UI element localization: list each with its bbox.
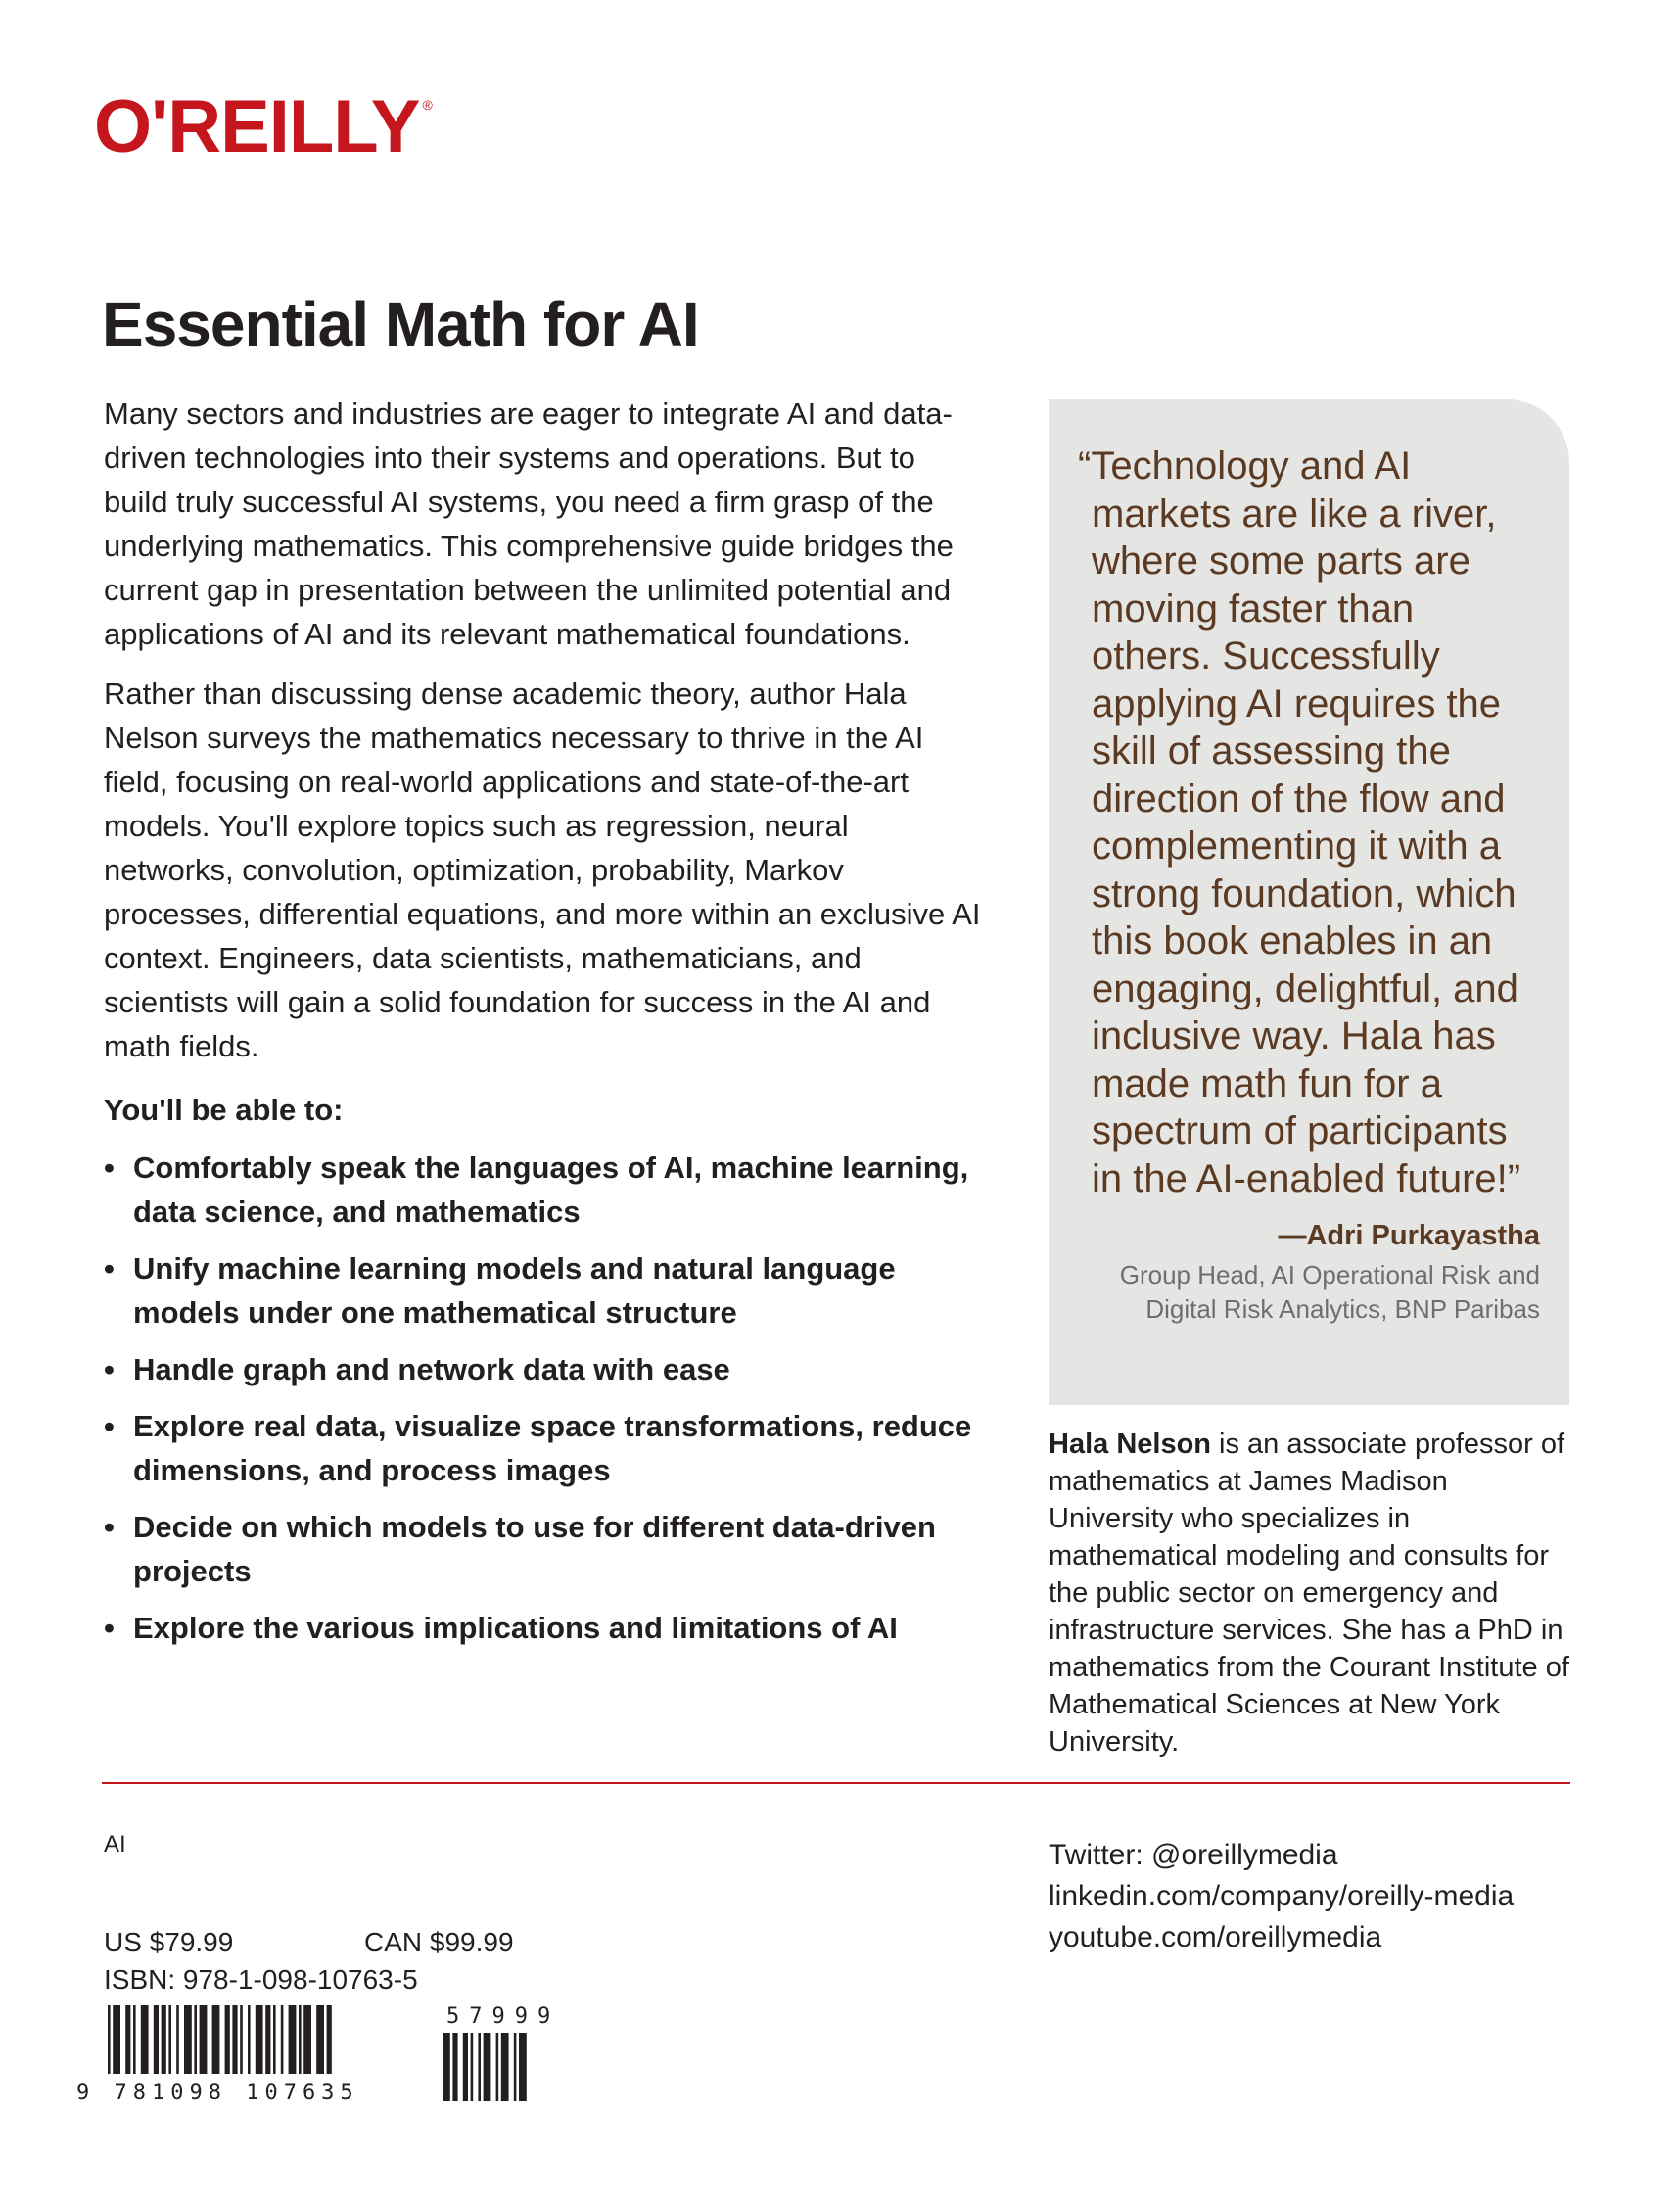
oreilly-logo [94, 85, 432, 168]
barcode-bar [281, 2005, 284, 2074]
skill-bullet: • Unify machine learning models and natural language models under one mathematical structure [104, 1246, 985, 1335]
barcode-bar [240, 2005, 243, 2074]
barcode-bar [232, 2005, 237, 2074]
barcode-bar [168, 2005, 171, 2074]
category-label: AI [104, 1831, 126, 1857]
barcode-bar [327, 2005, 332, 2074]
barcode-bar [113, 2005, 120, 2074]
barcode-addon-bars [443, 2033, 527, 2101]
barcode-bar [299, 2005, 302, 2074]
price-us: US $79.99 [104, 1927, 234, 1957]
skill-bullet: • Decide on which models to use for different data-driven projects [104, 1505, 985, 1593]
barcode-bar [519, 2033, 527, 2101]
barcode-bar [256, 2005, 263, 2074]
barcode-bar [501, 2033, 509, 2101]
quote-role-line-2: Digital Risk Analytics, BNP Paribas [1145, 1294, 1540, 1324]
book-title: Essential Math for AI [102, 289, 699, 359]
barcode-bar [273, 2005, 276, 2074]
barcode-bar [443, 2033, 450, 2101]
barcode-bar [108, 2005, 111, 2074]
skill-bullet: • Explore real data, visualize space transformations, reduce dimensions, and process images [104, 1404, 985, 1492]
skill-bullet: • Handle graph and network data with ease [104, 1347, 985, 1391]
barcode-bar [248, 2005, 251, 2074]
quote-role [1078, 1258, 1540, 1327]
barcode-bar [484, 2033, 491, 2101]
youtube-link[interactable]: youtube.com/oreillymedia [1049, 1921, 1382, 1953]
registered-mark: ® [422, 97, 432, 113]
quote-role-line-1: Group Head, AI Operational Risk and [1119, 1260, 1540, 1290]
barcode-addon-digits: 57999 [446, 2004, 561, 2029]
barcode-bar [154, 2005, 159, 2074]
isbn-barcode [74, 2003, 603, 2101]
barcode-main-bars [108, 2005, 332, 2074]
quote-attribution: —Adri Purkayastha [1278, 1220, 1540, 1251]
author-name: Hala Nelson [1049, 1429, 1211, 1460]
skill-bullet: • Explore the various implications and limitations of AI [104, 1606, 985, 1650]
price-can: CAN $99.99 [364, 1927, 514, 1957]
twitter-link[interactable]: Twitter: @oreillymedia [1049, 1839, 1338, 1871]
author-bio-text: is an associate professor of mathematics at James Madison University who specializes in mathematical modeling and consults for the public sector on emergency and infrastructure services. She has a PhD in mathematics from the Courant Institute of Mathematical Sciences at New York University. [1049, 1429, 1569, 1758]
barcode-bar [184, 2005, 192, 2074]
description-paragraph-2: Rather than discussing dense academic theory, author Hala Nelson surveys the mathematics necessary to thrive in the AI field, focusing on real-world applications and state-of-the-art models. You'll explore topics such as regression, neural networks, convolution, optimization, probability, Markov processes, differential equations, and more within an exclusive AI context. Engineers, data scientists, mathematicians, and scientists will gain a solid foundation for success in the AI and math fields. [104, 677, 981, 1063]
isbn: ISBN: 978-1-098-10763-5 [104, 1964, 418, 1994]
endorsement-quote: “Technology and AI markets are like a river, where some parts are moving faster than others. Successfully applying AI requires the skill of assessing the direction of the flow and complementing it with a strong foundation, which this book enables in an engaging, delightful, and inclusive way. Hala has made math fun for a spectrum of participants in the AI-enabled future!” [1078, 445, 1521, 1200]
barcode-bar [478, 2033, 481, 2101]
footer-divider [102, 1782, 1570, 1784]
book-description [104, 392, 985, 1663]
endorsement-quote-box [1049, 399, 1569, 1405]
publisher-name: O'REILLY [94, 85, 420, 168]
barcode-main-digits: 9 781098 107635 [76, 2081, 359, 2101]
barcode-bar [176, 2005, 179, 2074]
skills-list [104, 1146, 985, 1650]
description-paragraph-1: Many sectors and industries are eager to integrate AI and data-driven technologies into their systems and operations. But to build truly successful AI systems, you need a firm grasp of the underlying mathematics. This comprehensive guide bridges the current gap in presentation between the unlimited potential and applications of AI and its relevant mathematical foundations. [104, 397, 954, 651]
barcode-bar [194, 2005, 197, 2074]
barcode-bar [471, 2033, 474, 2101]
barcode-bar [162, 2005, 166, 2074]
able-to-heading: You'll be able to: [104, 1093, 344, 1127]
barcode-bar [225, 2005, 230, 2074]
barcode-bar [496, 2033, 499, 2101]
barcode-bar [133, 2005, 136, 2074]
barcode-bar [125, 2005, 130, 2074]
barcode-bar [200, 2005, 208, 2074]
barcode-bar [514, 2033, 517, 2101]
barcode-bar [289, 2005, 297, 2074]
social-links [1049, 1835, 1514, 1958]
linkedin-link[interactable]: linkedin.com/company/oreilly-media [1049, 1880, 1515, 1912]
barcode-bar [463, 2033, 468, 2101]
barcode-bar [452, 2033, 457, 2101]
barcode-bar [212, 2005, 220, 2074]
barcode-bar [303, 2005, 311, 2074]
barcode-bar [316, 2005, 324, 2074]
author-bio [1049, 1426, 1577, 1760]
barcode-bar [141, 2005, 149, 2074]
barcode-bar [265, 2005, 270, 2074]
skill-bullet: • Comfortably speak the languages of AI, machine learning, data science, and mathematics [104, 1146, 985, 1234]
prices [104, 1927, 514, 1958]
